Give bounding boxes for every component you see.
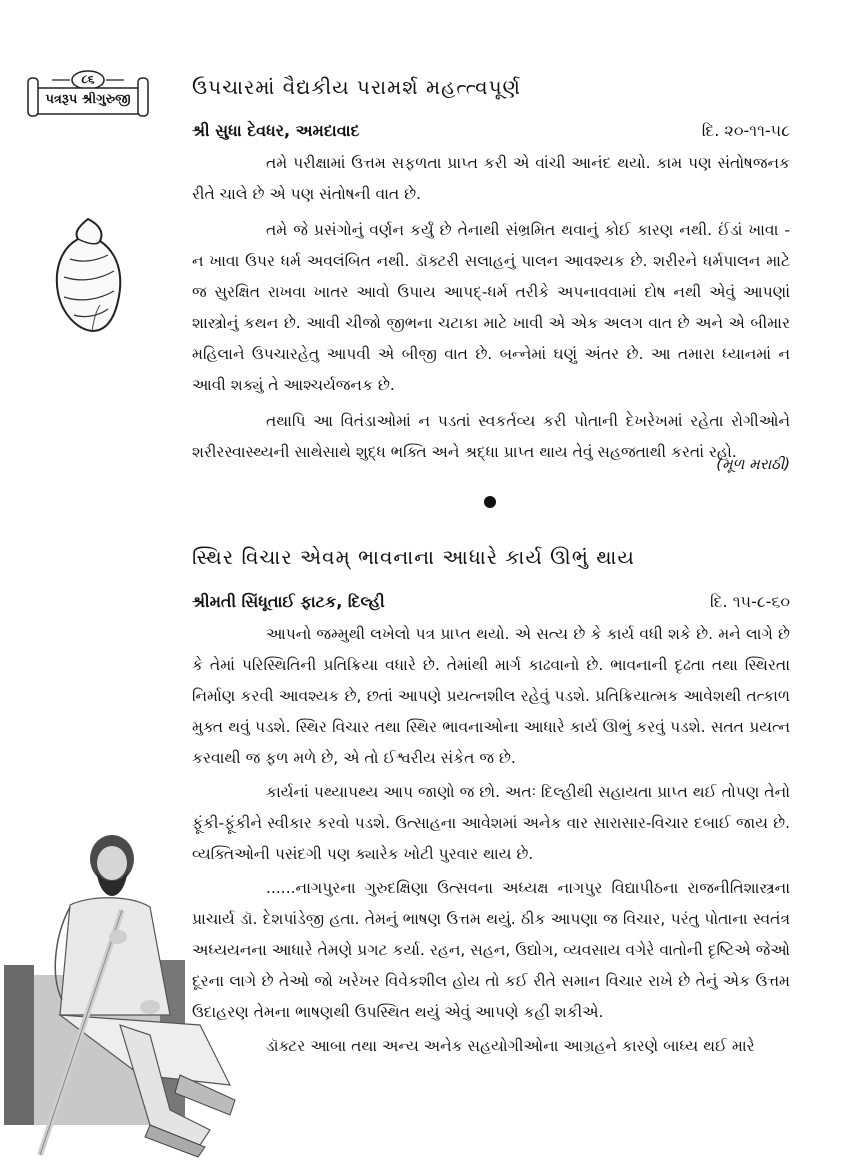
letter-2-body — [192, 619, 790, 1062]
conch-shell-icon — [48, 215, 128, 335]
page-number: ૮૬ — [81, 72, 95, 86]
letter-2-paragraph: કાર્યનાં પથ્યાપથ્ય આપ જાણો જ છો. અતઃ દિલ્હીથી સહાયતા પ્રાપ્ત થઈ તોપણ તેનો ફૂંકી-ફૂંકીને સ્વીકાર કરવો પડશે. ઉત્સાહના આવેશમાં અનેક વાર સારાસાર-વિચાર દબાઈ જાય છે. વ્યક્તિઓની પસંદગી પણ ક્યારેક ખોટી પુરવાર થાય છે. — [192, 783, 791, 863]
letter-2-heading: સ્થિર વિચાર એવમ્ ભાવનાના આધારે કાર્ય ઊભું થાય — [192, 545, 635, 569]
letter-1-heading: ઉપચારમાં વૈદ્યકીય પરામર્શ મહત્ત્વપૂર્ણ — [192, 75, 521, 99]
letter-1-body — [192, 148, 790, 468]
letter-1-paragraph: તમે જે પ્રસંગોનું વર્ણન કર્યું છે તેનાથી સંભ્રમિત થવાનું કોઈ કારણ નથી. ઈંડાં ખાવા - ન ખાવા ઉપર ધર્મ અવલંબિત નથી. ડૉક્ટરી સલાહનું પાલન આવશ્યક છે. શરીરને ધર્મપાલન માટે જ સુરક્ષિત રાખવા ખાતર આવો ઉપાય આપદ્-ધર્મ તરીકે અપનાવવામાં દોષ નથી એવું આપણાં શાસ્ત્રોનું કથન છે. આવી ચીજો જીભના ચટાકા માટે ખાવી એ એક અલગ વાત છે અને એ બીમાર મહિલાને ઉપચારહેતુ આપવી એ બીજી વાત છે. બન્નેમાં ઘણું અંતર છે. આ તમારા ધ્યાનમાં ન આવી શક્યું તે આશ્ચર્યજનક છે. — [192, 221, 790, 394]
letter-1-paragraph: તથાપિ આ વિતંડાઓમાં ન પડતાં સ્વકર્તવ્ય કરી પોતાની દેખરેખમાં રહેતા રોગીઓને શરીરસ્વાસ્થ્યની સાથેસાથે શુદ્ધ ભક્તિ અને શ્રદ્ધા પ્રાપ્ત થાય તેવું સહજતાથી કરતાં રહો. — [192, 412, 790, 461]
letter-2-meta — [192, 592, 790, 612]
letter-1-date: દિ. ૨૦-૧૧-૫૮ — [701, 121, 790, 140]
letter-2-date: દિ. ૧૫-૮-૬૦ — [709, 592, 790, 611]
running-title: પત્રરૂપ શ્રીગુરુજી — [45, 92, 131, 107]
letter-1-paragraph: તમે પરીક્ષામાં ઉત્તમ સફળતા પ્રાપ્ત કરી એ વાંચી આનંદ થયો. કામ પણ સંતોષજનક રીતે ચાલે છે એ પણ સંતોષની વાત છે. — [192, 154, 790, 203]
section-divider-bullet — [484, 496, 496, 508]
letter-1-recipient: શ્રી સુધા દેવધર, અમદાવાદ — [192, 121, 360, 140]
letter-2-paragraph: આપનો જમ્મુથી લખેલો પત્ર પ્રાપ્ત થયો. એ સત્ય છે કે કાર્ય વધી શકે છે. મને લાગે છે કે તેમાં પરિસ્થિતિની પ્રતિક્રિયા વધારે છે. તેમાંથી માર્ગ કાઢવાનો છે. ભાવનાની દૃઢતા તથા સ્થિરતા નિર્માણ કરવી આવશ્યક છે, છતાં આપણે પ્રયત્નશીલ રહેવું પડશે. પ્રતિક્રિયાત્મક આવેશથી તત્કાળ મુક્ત થવું પડશે. સ્થિર વિચાર તથા સ્થિર ભાવનાઓના આધારે કાર્ય ઊભું કરવું પડશે. સતત પ્રયત્ન કરવાથી જ ફળ મળે છે, એ તો ઈશ્વરીય સંકેત જ છે. — [192, 625, 790, 767]
letter-1-note: (મૂળ મરાઠી) — [716, 455, 790, 473]
letter-1-meta — [192, 121, 790, 141]
letter-2-recipient: શ્રીમતી સિંધૂતાઈ ફાટક, દિલ્હી — [192, 592, 385, 611]
conch-shell — [48, 215, 128, 339]
letter-2-paragraph: ......નાગપુરના ગુરુદક્ષિણા ઉત્સવના અધ્યક્ષ નાગપુર વિદ્યાપીઠના રાજનીતિશાસ્ત્રના પ્રાચાર્ય ડૉ. દેશપાંડેજી હતા. તેમનું ભાષણ ઉત્તમ થયું. ઠીક આપણા જ વિચાર, પરંતુ પોતાના સ્વતંત્ર અધ્યયનના આધારે તેમણે પ્રગટ કર્યા. રહન, સહન, ઉદ્યોગ, વ્યવસાય વગેરે વાતોની દૃષ્ટિએ જેઓ દૂરના લાગે છે તેઓ જો ખરેખર વિવેકશીલ હોય તો કઈ રીતે સમાન વિચાર રાખે છે તેનું એક ઉત્તમ ઉદાહરણ તેમના ભાષણથી ઉપસ્થિત થયું એવું આપણે કહી શકીએ. — [192, 879, 790, 1021]
page-badge — [22, 70, 154, 118]
letter-2-paragraph: ડૉક્ટર આબા તથા અન્ય અનેક સહયોગીઓના આગ્રહને કારણે બાધ્ય થઈ મારે — [266, 1037, 755, 1055]
